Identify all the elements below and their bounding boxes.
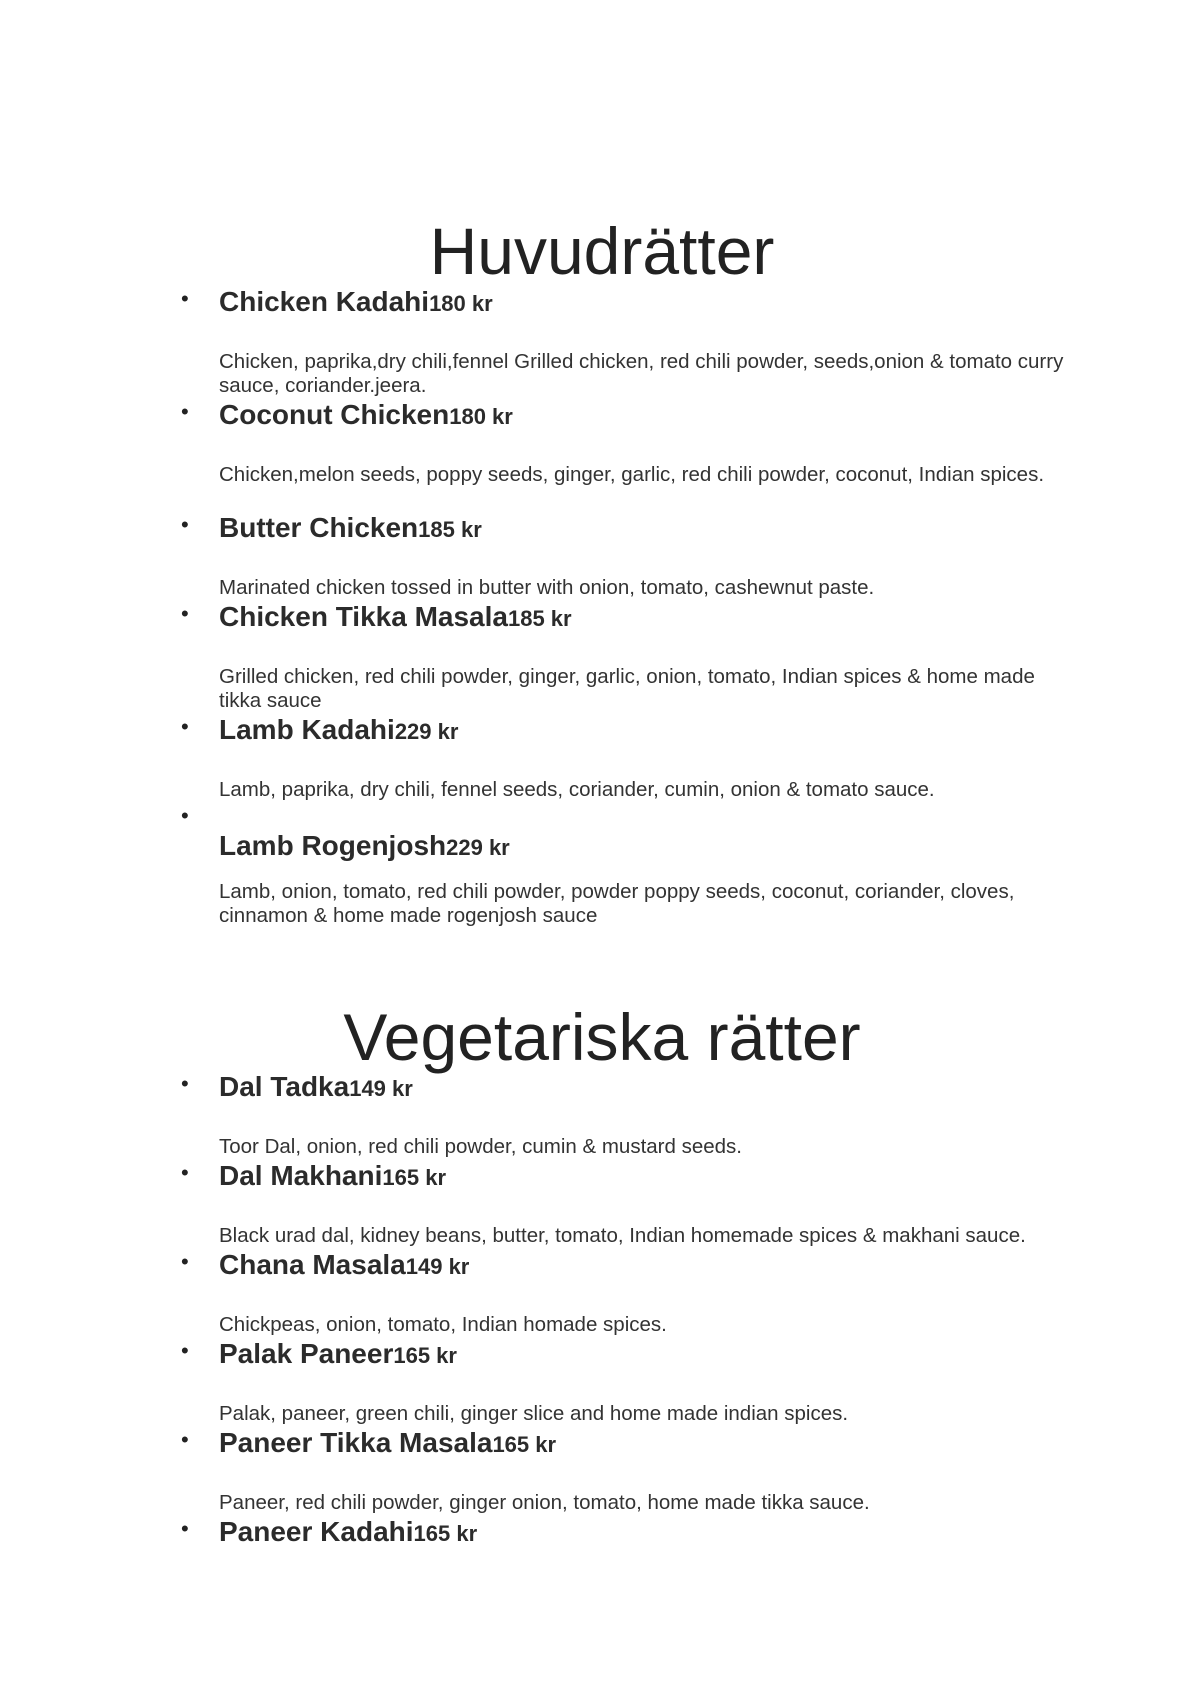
menu-item [0, 1427, 556, 1459]
menu-item [0, 1160, 446, 1192]
menu-item [0, 1338, 457, 1370]
dish-description: Black urad dal, kidney beans, butter, tomato, Indian homemade spices & makhani sauce. [219, 1224, 1026, 1247]
dish-description: Lamb, paprika, dry chili, fennel seeds, coriander, cumin, onion & tomato sauce. [219, 778, 935, 801]
dish-price: 165 kr [492, 1432, 557, 1457]
dish-description: Palak, paneer, green chili, ginger slice and home made indian spices. [219, 1402, 849, 1425]
dish-price: 185 kr [507, 606, 572, 631]
dish-price: 165 kr [382, 1165, 447, 1190]
bullet-icon: • [181, 399, 189, 424]
bullet-icon: • [181, 1338, 189, 1363]
dish-description: Lamb, onion, tomato, red chili powder, powder poppy seeds, coconut, coriander, cloves, cinnamon & home made rogenjosh sauce [219, 880, 1015, 927]
dish-name: Lamb Rogenjosh [219, 830, 447, 861]
dish-price: 165 kr [413, 1521, 478, 1546]
dish-price: 185 kr [418, 517, 482, 542]
dish-name: Chana Masala [219, 1249, 406, 1280]
dish-name: Chicken Tikka Masala [219, 601, 508, 632]
dish-description: Chicken,melon seeds, poppy seeds, ginger, garlic, red chili powder, coconut, Indian spices. [219, 463, 1045, 486]
menu-item-content [219, 830, 510, 862]
dish-description: Toor Dal, onion, red chili powder, cumin & mustard seeds. [219, 1135, 743, 1158]
menu-item [0, 286, 493, 318]
dish-description: Paneer, red chili powder, ginger onion, tomato, home made tikka sauce. [219, 1491, 870, 1514]
section-main-courses [0, 214, 1200, 288]
dish-price: 149 kr [405, 1254, 470, 1279]
bullet-icon: • [181, 1427, 189, 1452]
bullet-icon: • [181, 512, 189, 537]
dish-name: Paneer Tikka Masala [219, 1427, 493, 1458]
dish-description: Marinated chicken tossed in butter with onion, tomato, cashewnut paste. [219, 576, 875, 599]
bullet-icon: • [181, 286, 189, 311]
bullet-icon: • [181, 601, 189, 626]
bullet-icon: • [181, 1249, 189, 1274]
menu-item [0, 714, 458, 746]
dish-price: 229 kr [446, 835, 510, 860]
dish-description: Chickpeas, onion, tomato, Indian homade spices. [219, 1313, 667, 1336]
dish-name: Lamb Kadahi [219, 714, 395, 745]
menu-item [0, 1249, 469, 1281]
dish-name: Dal Makhani [219, 1160, 383, 1191]
menu-item [0, 399, 513, 431]
dish-name: Paneer Kadahi [219, 1516, 414, 1547]
section-vegetarian [0, 1000, 1200, 1074]
dish-description: Chicken, paprika,dry chili,fennel Grilled chicken, red chili powder, seeds,onion & tomato curry sauce, coriander.jeera. [219, 350, 1064, 397]
dish-name: Chicken Kadahi [219, 286, 430, 317]
dish-name: Coconut Chicken [219, 399, 450, 430]
dish-price: 165 kr [393, 1343, 457, 1368]
dish-price: 229 kr [394, 719, 459, 744]
bullet-icon: • [181, 1071, 189, 1096]
bullet-icon: • [181, 1516, 189, 1541]
menu-item [0, 601, 572, 633]
dish-name: Dal Tadka [219, 1071, 350, 1102]
bullet-icon: • [181, 1160, 189, 1185]
section-heading: Vegetariska rätter [343, 1000, 861, 1074]
section-heading: Huvudrätter [429, 214, 775, 288]
bullet-icon: • [181, 803, 189, 828]
menu-item [0, 1071, 413, 1103]
dish-name: Butter Chicken [219, 512, 419, 543]
bullet-icon: • [181, 714, 189, 739]
menu-item [0, 1516, 477, 1548]
dish-price: 180 kr [449, 404, 513, 429]
dish-name: Palak Paneer [219, 1338, 394, 1369]
menu-item [0, 512, 482, 544]
dish-description: Grilled chicken, red chili powder, ginger, garlic, onion, tomato, Indian spices & home made tikka sauce [219, 665, 1035, 712]
dish-price: 149 kr [349, 1076, 413, 1101]
dish-price: 180 kr [429, 291, 493, 316]
